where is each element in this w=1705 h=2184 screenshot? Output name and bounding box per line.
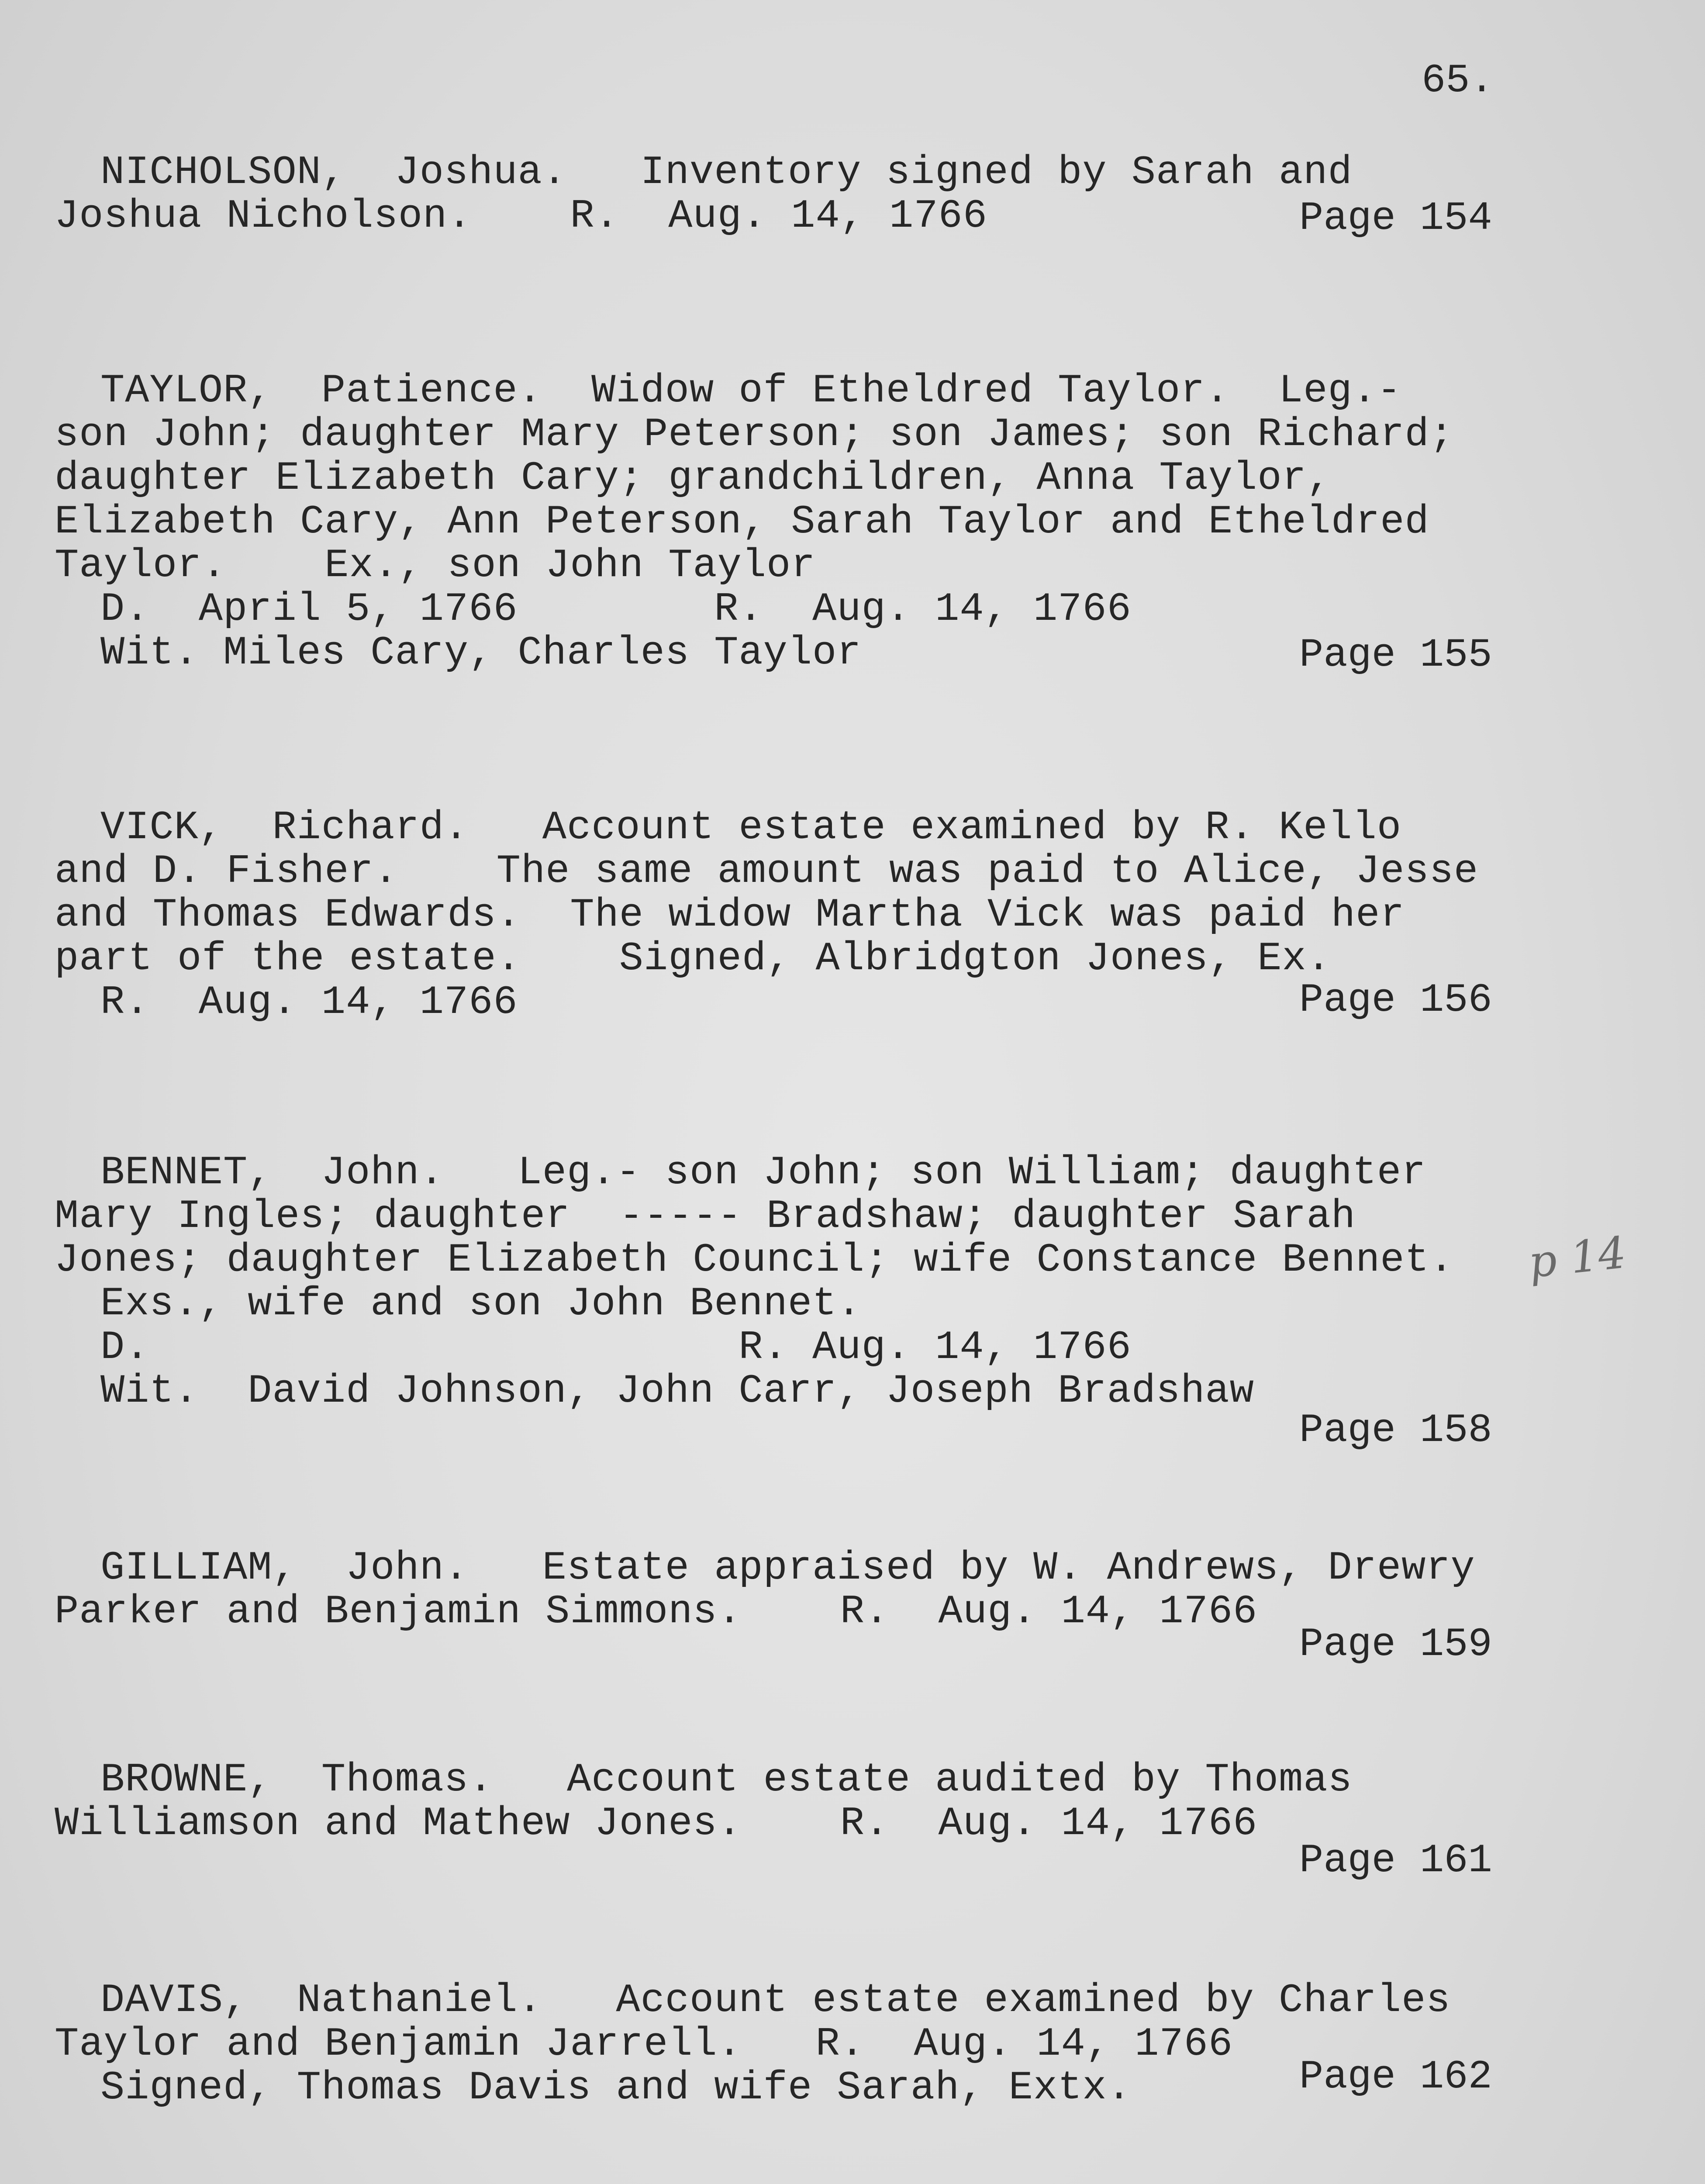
- entry-line: Signed, Thomas Davis and wife Sarah, Extx.: [100, 2065, 1132, 2111]
- page-reference: Page 154: [1299, 195, 1492, 241]
- entry-line: GILLIAM, John. Estate appraised by W. Andrews, Drewry: [100, 1545, 1475, 1591]
- page-number: 65.: [1422, 58, 1494, 104]
- entry-line: Mary Ingles; daughter ----- Bradshaw; daughter Sarah: [55, 1193, 1356, 1239]
- entry-line: D. April 5, 1766 R. Aug. 14, 1766: [100, 586, 1132, 632]
- entry-line: Exs., wife and son John Bennet.: [100, 1281, 862, 1327]
- handwritten-margin-note: p 14: [1526, 1227, 1629, 1288]
- entry-line: Williamson and Mathew Jones. R. Aug. 14, 1766: [55, 1800, 1258, 1846]
- entry-line: Elizabeth Cary, Ann Peterson, Sarah Taylor and Etheldred: [55, 499, 1429, 545]
- page-reference: Page 162: [1299, 2054, 1492, 2100]
- page-reference: Page 155: [1299, 632, 1492, 678]
- entry-line: Taylor and Benjamin Jarrell. R. Aug. 14, 1766: [55, 2021, 1233, 2067]
- entry-line: R. Aug. 14, 1766: [100, 979, 518, 1025]
- entry-line: Wit. Miles Cary, Charles Taylor: [100, 630, 862, 676]
- page-reference: Page 158: [1299, 1407, 1492, 1453]
- entry-line: daughter Elizabeth Cary; grandchildren, Anna Taylor,: [55, 455, 1331, 501]
- entry-line: Joshua Nicholson. R. Aug. 14, 1766: [55, 193, 987, 239]
- entry-line: TAYLOR, Patience. Widow of Etheldred Taylor. Leg.-: [100, 368, 1402, 414]
- entry-line: BROWNE, Thomas. Account estate audited by Thomas: [100, 1757, 1353, 1803]
- entry-line: DAVIS, Nathaniel. Account estate examined by Charles: [100, 1977, 1451, 2023]
- entry-line: Jones; daughter Elizabeth Council; wife Constance Bennet.: [55, 1237, 1454, 1283]
- page-reference: Page 161: [1299, 1838, 1492, 1883]
- entry-line: VICK, Richard. Account estate examined by R. Kello: [100, 805, 1402, 850]
- entry-line: Wit. David Johnson, John Carr, Joseph Bradshaw: [100, 1368, 1254, 1414]
- entry-line: son John; daughter Mary Peterson; son James; son Richard;: [55, 411, 1454, 457]
- entry-line: BENNET, John. Leg.- son John; son William; daughter: [100, 1150, 1426, 1196]
- page-reference: Page 159: [1299, 1621, 1492, 1667]
- entry-line: part of the estate. Signed, Albridgton Jones, Ex.: [55, 936, 1331, 981]
- entry-line: and Thomas Edwards. The widow Martha Vick was paid her: [55, 892, 1405, 938]
- entry-line: NICHOLSON, Joshua. Inventory signed by Sarah and: [100, 149, 1353, 195]
- entry-line: and D. Fisher. The same amount was paid to Alice, Jesse: [55, 848, 1479, 894]
- entry-line: D. R. Aug. 14, 1766: [100, 1324, 1132, 1370]
- page-reference: Page 156: [1299, 977, 1492, 1023]
- entry-line: Taylor. Ex., son John Taylor: [55, 543, 816, 588]
- entry-line: Parker and Benjamin Simmons. R. Aug. 14, 1766: [55, 1589, 1258, 1635]
